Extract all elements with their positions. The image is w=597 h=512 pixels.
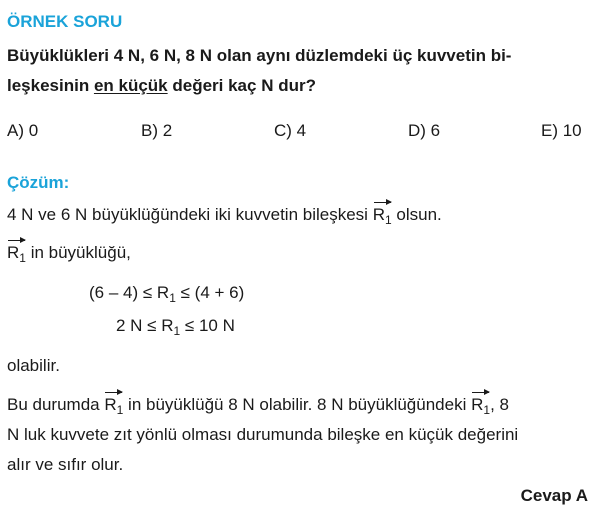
- vector-index: 1: [116, 403, 124, 417]
- vector-symbol: R: [372, 205, 385, 224]
- formula-1-right: ≤ (4 + 6): [175, 283, 245, 302]
- option-e: E) 10: [541, 121, 582, 140]
- paragraph-line-2: N luk kuvvete zıt yönlü olması durumunda bileşke en küçük değerini: [7, 425, 519, 444]
- solution-line-2-text: in büyüklüğü,: [25, 243, 131, 262]
- formula-1-r: R: [156, 283, 170, 302]
- vector-r1: [471, 395, 490, 417]
- vector-r1: [7, 243, 26, 265]
- vector-index: 1: [384, 213, 392, 227]
- question-line-2-start: leşkesinin: [7, 76, 94, 95]
- option-a: A) 0: [7, 121, 39, 140]
- formula-inequality-1: [89, 283, 244, 305]
- paragraph-line-1-end: , 8: [490, 395, 509, 414]
- formula-1-symbol: [156, 283, 176, 305]
- example-title: ÖRNEK SORU: [7, 12, 123, 31]
- vector-r1: [104, 395, 123, 417]
- vector-r1: [373, 205, 392, 227]
- formula-2-r: R: [161, 316, 174, 335]
- paragraph-line-1: [7, 395, 509, 417]
- solution-line-2: [7, 243, 131, 265]
- option-b: B) 2: [141, 121, 173, 140]
- formula-2-left: 2 N ≤: [116, 316, 162, 335]
- option-d: D) 6: [408, 121, 441, 140]
- formula-1-index: 1: [169, 291, 176, 305]
- formula-2-index: 1: [173, 324, 181, 338]
- answer-label: Cevap A: [520, 486, 588, 505]
- vector-symbol: R: [471, 395, 484, 414]
- question-line-2: [7, 76, 316, 96]
- paragraph-line-1-middle: in büyüklüğü 8 N olabilir. 8 N büyüklüğündeki: [123, 395, 472, 414]
- formula-2-right: ≤ 10 N: [180, 316, 235, 335]
- question-line-2-end: değeri kaç N dur?: [167, 76, 316, 95]
- formula-2-symbol: [161, 316, 181, 338]
- paragraph-line-3: alır ve sıfır olur.: [7, 455, 124, 474]
- solution-line-1: [7, 205, 442, 227]
- formula-inequality-2: [116, 316, 235, 338]
- formula-1-left: (6 – 4) ≤: [89, 283, 157, 302]
- vector-index: 1: [19, 251, 26, 265]
- paragraph-line-1-start: Bu durumda: [7, 395, 105, 414]
- solution-line-1-end: olsun.: [391, 205, 442, 224]
- solution-heading: Çözüm:: [7, 173, 70, 192]
- question-line-1: Büyüklükleri 4 N, 6 N, 8 N olan aynı düzlemdeki üç kuvvetin bi-: [7, 46, 512, 65]
- solution-line-1-text: 4 N ve 6 N büyüklüğündeki iki kuvvetin bileşkesi: [7, 205, 373, 224]
- solution-line-3: olabilir.: [7, 356, 60, 375]
- vector-symbol: R: [104, 395, 117, 414]
- vector-symbol: R: [7, 243, 20, 262]
- question-underlined-phrase: en küçük: [93, 76, 168, 95]
- vector-index: 1: [483, 403, 491, 417]
- option-c: C) 4: [274, 121, 307, 140]
